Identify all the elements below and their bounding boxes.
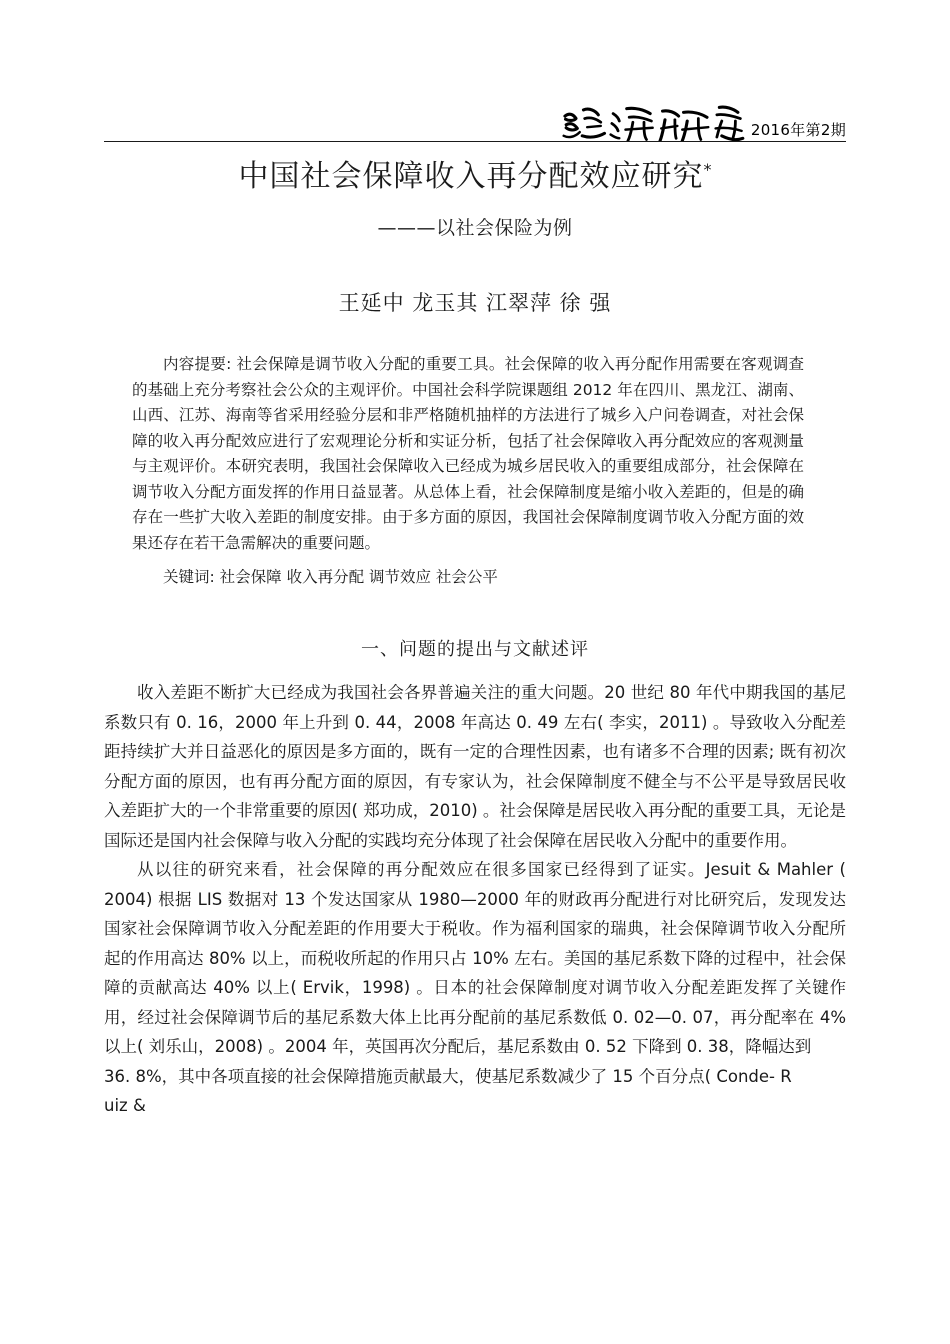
section-heading: 一、问题的提出与文献述评 bbox=[361, 639, 589, 660]
issue-label: 2016年第2期 bbox=[750, 121, 846, 139]
body-paragraph: 36. 8%，其中各项直接的社会保障措施贡献最大，使基尼系数减少了 15 个百分点( Conde- R bbox=[104, 1066, 792, 1086]
title-block bbox=[0, 158, 950, 315]
body-paragraph: 收入差距不断扩大已经成为我国社会各界普遍关注的重大问题。20 世纪 80 年代中期我国的基尼系数只有 0. 16，2000 年上升到 0. 44，2008 年高达 0. 49 左右( 李实，2011) 。导致收入分配差距持续扩大并日益恶化的原因是多方面的，既有一定的合理性因素，也有诸多不合理的因素; 既有初次分配方面的原因，也有再分配方面的原因，有专家认为，社会保障制度不健全与不公平是导致居民收入差距扩大的一个非常重要的原因( 郑功成，2010) 。社会保障是居民收入再分配的重要工具，无论是国际还是国内社会保障与收入分配的实践均充分体现了社会保障在居民收入分配中的重要作用。 bbox=[104, 683, 846, 850]
masthead bbox=[104, 96, 846, 142]
authors-line: 王延中 龙玉其 江翠萍 徐 强 bbox=[338, 291, 612, 315]
abstract-block bbox=[132, 352, 804, 591]
body-paragraph: 从以往的研究来看，社会保障的再分配效应在很多国家已经得到了证实。Jesuit & Mahler ( 2004) 根据 LIS 数据对 13 个发达国家从 1980—2000 年的财政再分配进行对比研究后，发现发达国家社会保障调节收入分配差距的作用要大于税收。作为福利国家的瑞典，社会保障调节收入分配所起的作用高达 80% 以上，而税收所起的作用只占 10% 左右。美国的基尼系数下降的过程中，社会保障的贡献高达 40% 以上( Ervik，1998) 。日本的社会保障制度对调节收入分配差距发挥了关键作用，经过社会保障调节后的基尼系数大体上比再分配前的基尼系数低 0. 02—0. 07，再分配率在 4% 以上( 刘乐山，2008) 。2004 年，英国再次分配后，基尼系数由 0. 52 下降到 0. 38，降幅达到 bbox=[104, 860, 846, 1056]
body-paragraph: uiz & bbox=[104, 1096, 146, 1115]
header-divider bbox=[104, 141, 846, 142]
page-title bbox=[0, 158, 950, 196]
journal-logo-icon bbox=[560, 100, 745, 142]
title-footnote-marker: * bbox=[703, 160, 712, 179]
keywords-line: 关键词: 社会保障 收入再分配 调节效应 社会公平 bbox=[163, 568, 498, 586]
body-block bbox=[104, 678, 846, 1121]
abstract-text: 内容提要: 社会保障是调节收入分配的重要工具。社会保障的收入再分配作用需要在客观调查的基础上充分考察社会公众的主观评价。中国社会科学院课题组 2012 年在四川、黑龙江、湖南、山西、江苏、海南等省采用经验分层和非严格随机抽样的方法进行了城乡入户问卷调查，对社会保障的收入再分配效应进行了宏观理论分析和实证分析，包括了社会保障收入再分配效应的客观测量与主观评价。本研究表明，我国社会保障收入已经成为城乡居民收入的重要组成部分，社会保障在调节收入分配方面发挥的作用日益显著。从总体上看，社会保障制度是缩小收入差距的，但是的确存在一些扩大收入差距的制度安排。由于多方面的原因，我国社会保障制度调节收入分配方面的效果还存在若干急需解决的重要问题。 bbox=[132, 355, 804, 552]
page-subtitle: ———以社会保险为例 bbox=[377, 216, 573, 239]
page-title-text: 中国社会保障收入再分配效应研究 bbox=[238, 159, 704, 194]
